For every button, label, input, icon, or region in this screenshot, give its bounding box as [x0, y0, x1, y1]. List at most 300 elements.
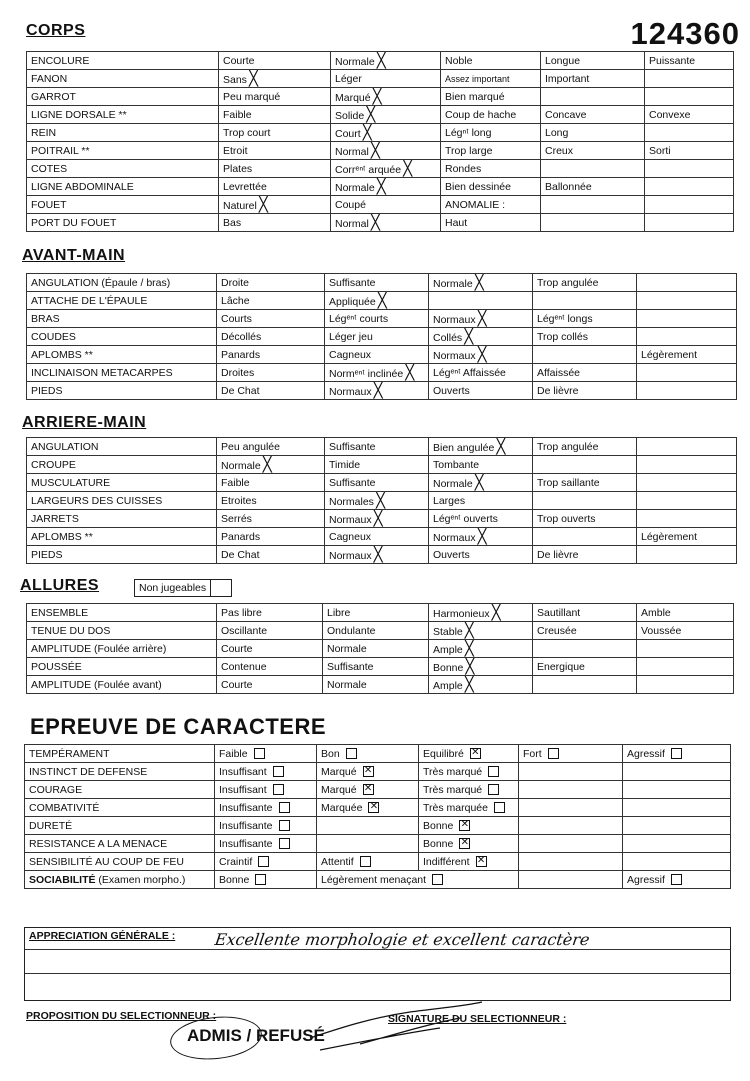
- option-cell[interactable]: Marqué ╳: [331, 88, 441, 106]
- checkbox[interactable]: [360, 856, 371, 867]
- check-mark: ╳: [377, 291, 387, 309]
- option-cell[interactable]: Bas: [219, 214, 331, 232]
- option-cell[interactable]: Légᵉⁿᵗ courts: [325, 310, 429, 328]
- option-cell[interactable]: Noble: [441, 52, 541, 70]
- option-cell[interactable]: Solide ╳: [331, 106, 441, 124]
- check-mark: ╳: [262, 455, 272, 473]
- option-cell[interactable]: [533, 676, 637, 694]
- option-cell[interactable]: Pas libre: [217, 604, 323, 622]
- sociabilite-label: SOCIABILITÉ: [29, 873, 99, 886]
- option-cell: Bonne: [215, 871, 317, 889]
- non-jugeables-box: [134, 579, 232, 597]
- non-jugeables-label: Non jugeables: [135, 580, 211, 597]
- option-cell[interactable]: Ouverts: [429, 382, 533, 400]
- option-cell[interactable]: [533, 346, 637, 364]
- option-cell[interactable]: Normaux ╳: [429, 346, 533, 364]
- row-label: ENSEMBLE: [27, 604, 217, 622]
- option-cell[interactable]: Trop ouverts: [533, 510, 637, 528]
- checkbox[interactable]: [346, 748, 357, 759]
- row-label: BRAS: [27, 310, 217, 328]
- option-cell: Marqué ✕: [317, 763, 419, 781]
- option-cell: [317, 835, 419, 853]
- option-cell[interactable]: Coupé: [331, 196, 441, 214]
- option-cell: Insuffisant: [215, 781, 317, 799]
- row-label: POUSSÉE: [27, 658, 217, 676]
- option-cell: Légèrement menaçant: [317, 871, 519, 889]
- avant-main-row: [27, 310, 737, 328]
- arriere-main-row: [27, 510, 737, 528]
- option-cell: [623, 835, 731, 853]
- avant-main-row: [27, 274, 737, 292]
- check-mark: ╳: [403, 159, 413, 177]
- row-label: ANGULATION: [27, 438, 217, 456]
- caractere-row: [25, 835, 731, 853]
- option-cell[interactable]: Cagneux: [325, 528, 429, 546]
- checkbox[interactable]: ✕: [476, 855, 486, 867]
- arriere-main-table: [26, 437, 737, 564]
- option-cell[interactable]: Longue: [541, 52, 645, 70]
- option-cell[interactable]: Etroites: [217, 492, 325, 510]
- option-cell[interactable]: Collés ╳: [429, 328, 533, 346]
- option-cell[interactable]: Suffisante: [323, 658, 429, 676]
- option-cell[interactable]: [533, 528, 637, 546]
- option-cell[interactable]: Droites: [217, 364, 325, 382]
- option-cell[interactable]: Normale: [323, 640, 429, 658]
- option-cell[interactable]: Décollés: [217, 328, 325, 346]
- option-cell[interactable]: Serrés: [217, 510, 325, 528]
- option-cell[interactable]: Normaux ╳: [325, 546, 429, 564]
- section-title-arriere-main: ARRIERE-MAIN: [22, 414, 147, 431]
- option-cell[interactable]: Timide: [325, 456, 429, 474]
- row-label: AMPLITUDE (Foulée arrière): [27, 640, 217, 658]
- row-label: ENCOLURE: [27, 52, 219, 70]
- option-cell[interactable]: Légᵉⁿᵗ ouverts: [429, 510, 533, 528]
- option-cell[interactable]: Normale ╳: [217, 456, 325, 474]
- non-jugeables-checkbox[interactable]: [211, 580, 232, 597]
- option-cell[interactable]: Puissante: [645, 52, 734, 70]
- checkbox[interactable]: [488, 784, 499, 795]
- checkbox[interactable]: [671, 874, 682, 885]
- row-label: APLOMBS **: [27, 528, 217, 546]
- option-cell[interactable]: [541, 88, 645, 106]
- option-cell[interactable]: Trop angulée: [533, 438, 637, 456]
- check-mark: ╳: [464, 675, 474, 693]
- corps-row: [27, 88, 734, 106]
- option-cell[interactable]: Normaux ╳: [325, 510, 429, 528]
- option-cell[interactable]: Coup de hache: [441, 106, 541, 124]
- caractere-row: [25, 763, 731, 781]
- option-cell[interactable]: Suffisante: [325, 438, 429, 456]
- row-label: COURAGE: [25, 781, 215, 799]
- check-mark: ╳: [373, 545, 383, 563]
- option-cell[interactable]: Normal ╳: [331, 142, 441, 160]
- option-cell[interactable]: [645, 124, 734, 142]
- option-cell[interactable]: Ondulante: [323, 622, 429, 640]
- option-cell[interactable]: Corrᵉⁿᵗ arquée ╳: [331, 160, 441, 178]
- option-cell: Faible: [215, 745, 317, 763]
- check-mark: ╳: [372, 87, 382, 105]
- option-cell[interactable]: Légèrement: [637, 346, 737, 364]
- caractere-table: [24, 744, 731, 889]
- option-cell: Bon: [317, 745, 419, 763]
- corps-row: [27, 214, 734, 232]
- option-cell[interactable]: Faible: [217, 474, 325, 492]
- option-cell: [317, 817, 419, 835]
- option-cell[interactable]: Légᵉⁿᵗ longs: [533, 310, 637, 328]
- checkbox[interactable]: [273, 784, 284, 795]
- option-cell[interactable]: [645, 196, 734, 214]
- option-cell[interactable]: [645, 70, 734, 88]
- option-cell: Très marqué: [419, 781, 519, 799]
- checkbox[interactable]: [279, 838, 290, 849]
- corps-row: [27, 142, 734, 160]
- checkbox[interactable]: [548, 748, 559, 759]
- check-mark: ╳: [477, 345, 487, 363]
- decision-text: ADMIS / REFUSÉ: [187, 1026, 325, 1045]
- check-mark: ╳: [362, 123, 372, 141]
- option-cell[interactable]: [637, 382, 737, 400]
- option-cell[interactable]: Tombante: [429, 456, 533, 474]
- caractere-row: [25, 853, 731, 871]
- row-label: COTES: [27, 160, 219, 178]
- caractere-row: [25, 781, 731, 799]
- option-cell[interactable]: Ample ╳: [429, 640, 533, 658]
- option-cell[interactable]: Droite: [217, 274, 325, 292]
- option-cell[interactable]: Voussée: [637, 622, 734, 640]
- option-cell[interactable]: [645, 160, 734, 178]
- check-mark: ╳: [375, 491, 385, 509]
- option-cell[interactable]: Ouverts: [429, 546, 533, 564]
- option-cell[interactable]: Libre: [323, 604, 429, 622]
- option-cell[interactable]: Stable ╳: [429, 622, 533, 640]
- option-cell[interactable]: [645, 214, 734, 232]
- option-cell[interactable]: Concave: [541, 106, 645, 124]
- option-cell[interactable]: [637, 510, 737, 528]
- option-cell[interactable]: Faible: [219, 106, 331, 124]
- option-cell[interactable]: Normaux ╳: [429, 528, 533, 546]
- checkbox[interactable]: [671, 748, 682, 759]
- corps-row: [27, 70, 734, 88]
- option-cell[interactable]: [541, 160, 645, 178]
- section-title-corps: CORPS: [26, 22, 86, 39]
- option-cell: [519, 799, 623, 817]
- check-mark: ╳: [474, 273, 484, 291]
- option-cell[interactable]: Panards: [217, 346, 325, 364]
- check-mark: ╳: [405, 363, 415, 381]
- option-cell[interactable]: Ample ╳: [429, 676, 533, 694]
- row-label: FANON: [27, 70, 219, 88]
- row-label: LIGNE DORSALE **: [27, 106, 219, 124]
- option-cell[interactable]: Peu marqué: [219, 88, 331, 106]
- option-cell: [519, 871, 623, 889]
- option-cell[interactable]: Long: [541, 124, 645, 142]
- option-cell: [519, 835, 623, 853]
- arriere-main-row: [27, 438, 737, 456]
- option-cell[interactable]: Ballonnée: [541, 178, 645, 196]
- option-cell: [519, 781, 623, 799]
- row-label: SENSIBILITÉ AU COUP DE FEU: [25, 853, 215, 871]
- checkbox[interactable]: [258, 856, 269, 867]
- row-label: RESISTANCE A LA MENACE: [25, 835, 215, 853]
- option-cell[interactable]: Cagneux: [325, 346, 429, 364]
- corps-row: [27, 106, 734, 124]
- option-cell[interactable]: [637, 492, 737, 510]
- check-mark: ╳: [370, 213, 380, 231]
- option-cell[interactable]: Trop large: [441, 142, 541, 160]
- option-cell[interactable]: Bonne ╳: [429, 658, 533, 676]
- caractere-row: [25, 745, 731, 763]
- corps-row: [27, 160, 734, 178]
- check-mark: ╳: [376, 51, 386, 69]
- section-title-caractere: EPREUVE DE CARACTERE: [30, 714, 327, 739]
- option-cell[interactable]: Affaissée: [533, 364, 637, 382]
- signature-label: SIGNATURE DU SELECTIONNEUR :: [388, 1013, 567, 1025]
- option-cell[interactable]: [637, 474, 737, 492]
- option-cell[interactable]: Sautillant: [533, 604, 637, 622]
- checkbox[interactable]: [273, 766, 284, 777]
- option-cell[interactable]: [637, 274, 737, 292]
- option-cell[interactable]: [637, 292, 737, 310]
- option-cell[interactable]: Courte: [219, 52, 331, 70]
- option-cell[interactable]: Levrettée: [219, 178, 331, 196]
- appreciation-label: APPRECIATION GÉNÉRALE :: [29, 930, 176, 942]
- option-cell: [623, 799, 731, 817]
- checkbox[interactable]: ✕: [471, 747, 480, 759]
- row-label: INSTINCT DE DEFENSE: [25, 763, 215, 781]
- option-cell: Agressif: [623, 871, 731, 889]
- row-label: CROUPE: [27, 456, 217, 474]
- checkbox[interactable]: ✕: [460, 837, 470, 849]
- checkbox[interactable]: [279, 802, 290, 813]
- row-label: PIEDS: [27, 382, 217, 400]
- option-cell[interactable]: Creusée: [533, 622, 637, 640]
- corps-row: [27, 52, 734, 70]
- section-title-avant-main: AVANT-MAIN: [22, 247, 126, 264]
- option-cell[interactable]: Trop saillante: [533, 474, 637, 492]
- corps-row: [27, 124, 734, 142]
- avant-main-row: [27, 346, 737, 364]
- row-label: COMBATIVITÉ: [25, 799, 215, 817]
- option-cell[interactable]: Suffisante: [325, 474, 429, 492]
- option-cell[interactable]: [533, 292, 637, 310]
- option-cell[interactable]: [637, 546, 737, 564]
- option-cell[interactable]: [637, 328, 737, 346]
- option-cell[interactable]: Plates: [219, 160, 331, 178]
- option-cell[interactable]: De Chat: [217, 546, 325, 564]
- option-cell[interactable]: Courte: [217, 676, 323, 694]
- appreciation-box: [24, 927, 731, 1001]
- option-cell[interactable]: Sans ╳: [219, 70, 331, 88]
- row-label: LIGNE ABDOMINALE: [27, 178, 219, 196]
- option-cell[interactable]: De lièvre: [533, 382, 637, 400]
- option-cell[interactable]: Légèrement: [637, 528, 737, 546]
- option-cell[interactable]: Lâche: [217, 292, 325, 310]
- row-label: PORT DU FOUET: [27, 214, 219, 232]
- option-cell[interactable]: Energique: [533, 658, 637, 676]
- option-cell[interactable]: [533, 456, 637, 474]
- option-cell: Marquée ✕: [317, 799, 419, 817]
- row-label: DURETÉ: [25, 817, 215, 835]
- option-cell[interactable]: Oscillante: [217, 622, 323, 640]
- option-cell[interactable]: Normale ╳: [331, 52, 441, 70]
- signature-scribble: [300, 998, 490, 1058]
- allures-row: [27, 676, 734, 694]
- option-cell[interactable]: Bien marqué: [441, 88, 541, 106]
- caractere-row: [25, 799, 731, 817]
- row-label: INCLINAISON METACARPES: [27, 364, 217, 382]
- check-mark: ╳: [373, 509, 383, 527]
- check-mark: ╳: [464, 621, 474, 639]
- option-cell[interactable]: Normale ╳: [331, 178, 441, 196]
- avant-main-row: [27, 292, 737, 310]
- option-cell[interactable]: Normale: [323, 676, 429, 694]
- check-mark: ╳: [465, 657, 475, 675]
- row-label: PIEDS: [27, 546, 217, 564]
- option-cell: Agressif: [623, 745, 731, 763]
- option-cell[interactable]: Sorti: [645, 142, 734, 160]
- option-cell[interactable]: Légⁿᵗ long: [441, 124, 541, 142]
- option-cell: Attentif: [317, 853, 419, 871]
- option-cell[interactable]: Haut: [441, 214, 541, 232]
- option-cell: [623, 853, 731, 871]
- option-cell[interactable]: Normale ╳: [429, 474, 533, 492]
- option-cell[interactable]: Normᵉⁿᵗ inclinée ╳: [325, 364, 429, 382]
- checkbox[interactable]: [279, 820, 290, 831]
- option-cell[interactable]: Appliquée ╳: [325, 292, 429, 310]
- check-mark: ╳: [248, 69, 258, 87]
- option-cell[interactable]: Légᵉⁿᵗ Affaissée: [429, 364, 533, 382]
- option-cell[interactable]: Naturel ╳: [219, 196, 331, 214]
- check-mark: ╳: [258, 195, 268, 213]
- option-cell[interactable]: [637, 658, 734, 676]
- avant-main-row: [27, 364, 737, 382]
- arriere-main-row: [27, 546, 737, 564]
- option-cell[interactable]: De lièvre: [533, 546, 637, 564]
- option-cell[interactable]: Trop court: [219, 124, 331, 142]
- checkbox[interactable]: [488, 766, 499, 777]
- option-cell[interactable]: Assez important: [441, 70, 541, 88]
- proposition-label: PROPOSITION DU SELECTIONNEUR :: [26, 1010, 217, 1022]
- option-cell[interactable]: [637, 310, 737, 328]
- option-cell[interactable]: Important: [541, 70, 645, 88]
- check-mark: ╳: [376, 177, 386, 195]
- option-cell: [623, 781, 731, 799]
- appreciation-handwritten-text: Excellente morphologie et excellent caractère: [213, 930, 591, 949]
- option-cell: Indifférent ✕: [419, 853, 519, 871]
- check-mark: ╳: [373, 381, 383, 399]
- option-cell[interactable]: Normale ╳: [429, 274, 533, 292]
- row-label: ANGULATION (Épaule / bras): [27, 274, 217, 292]
- check-mark: ╳: [464, 327, 474, 345]
- option-cell[interactable]: [637, 640, 734, 658]
- option-cell[interactable]: [637, 364, 737, 382]
- option-cell[interactable]: Courte: [217, 640, 323, 658]
- option-cell[interactable]: Court ╳: [331, 124, 441, 142]
- option-cell[interactable]: Léger jeu: [325, 328, 429, 346]
- option-cell: Marqué ✕: [317, 781, 419, 799]
- option-cell: Craintif: [215, 853, 317, 871]
- arriere-main-row: [27, 492, 737, 510]
- section-title-allures: ALLURES: [20, 577, 100, 594]
- avant-main-table: [26, 273, 737, 400]
- option-cell[interactable]: Trop angulée: [533, 274, 637, 292]
- option-cell[interactable]: Convexe: [645, 106, 734, 124]
- option-cell[interactable]: Bien angulée ╳: [429, 438, 533, 456]
- option-cell[interactable]: [645, 178, 734, 196]
- option-cell[interactable]: Courts: [217, 310, 325, 328]
- arriere-main-row: [27, 474, 737, 492]
- option-cell[interactable]: Suffisante: [325, 274, 429, 292]
- option-cell[interactable]: Larges: [429, 492, 533, 510]
- option-cell[interactable]: Rondes: [441, 160, 541, 178]
- checkbox[interactable]: [255, 874, 266, 885]
- option-cell[interactable]: Panards: [217, 528, 325, 546]
- checkbox[interactable]: [432, 874, 443, 885]
- checkbox[interactable]: ✕: [363, 783, 373, 795]
- checkbox[interactable]: [254, 748, 265, 759]
- option-cell[interactable]: [637, 456, 737, 474]
- option-cell[interactable]: Normal ╳: [331, 214, 441, 232]
- arriere-main-row: [27, 456, 737, 474]
- option-cell[interactable]: [429, 292, 533, 310]
- option-cell[interactable]: [637, 438, 737, 456]
- check-mark: ╳: [366, 105, 376, 123]
- corps-row: [27, 196, 734, 214]
- corps-row: [27, 178, 734, 196]
- option-cell[interactable]: Harmonieux ╳: [429, 604, 533, 622]
- option-cell[interactable]: Léger: [331, 70, 441, 88]
- option-cell[interactable]: [637, 676, 734, 694]
- row-label: TENUE DU DOS: [27, 622, 217, 640]
- check-mark: ╳: [496, 437, 506, 455]
- option-cell[interactable]: De Chat: [217, 382, 325, 400]
- option-cell[interactable]: Contenue: [217, 658, 323, 676]
- check-mark: ╳: [477, 527, 487, 545]
- checkbox[interactable]: ✕: [369, 801, 379, 813]
- option-cell[interactable]: Normaux ╳: [429, 310, 533, 328]
- option-cell[interactable]: Bien dessinée: [441, 178, 541, 196]
- option-cell[interactable]: [645, 88, 734, 106]
- option-cell: Equilibré ✕: [419, 745, 519, 763]
- allures-row: [27, 658, 734, 676]
- option-cell[interactable]: [533, 640, 637, 658]
- option-cell[interactable]: [541, 196, 645, 214]
- option-cell[interactable]: Creux: [541, 142, 645, 160]
- check-mark: ╳: [477, 309, 487, 327]
- sociabilite-row: [25, 871, 731, 889]
- option-cell[interactable]: Amble: [637, 604, 734, 622]
- option-cell: Fort: [519, 745, 623, 763]
- option-cell[interactable]: Normaux ╳: [325, 382, 429, 400]
- checkbox[interactable]: ✕: [363, 765, 373, 777]
- checkbox[interactable]: [494, 802, 505, 813]
- option-cell[interactable]: [533, 492, 637, 510]
- avant-main-row: [27, 328, 737, 346]
- option-cell[interactable]: ANOMALIE :: [441, 196, 541, 214]
- option-cell[interactable]: Normales ╳: [325, 492, 429, 510]
- option-cell[interactable]: [541, 214, 645, 232]
- row-label: COUDES: [27, 328, 217, 346]
- option-cell[interactable]: Trop collés: [533, 328, 637, 346]
- option-cell[interactable]: Etroit: [219, 142, 331, 160]
- option-cell: [623, 817, 731, 835]
- option-cell: Insuffisante: [215, 799, 317, 817]
- allures-row: [27, 622, 734, 640]
- option-cell[interactable]: Peu angulée: [217, 438, 325, 456]
- option-cell: Bonne ✕: [419, 817, 519, 835]
- checkbox[interactable]: ✕: [460, 819, 470, 831]
- option-cell: Très marqué: [419, 763, 519, 781]
